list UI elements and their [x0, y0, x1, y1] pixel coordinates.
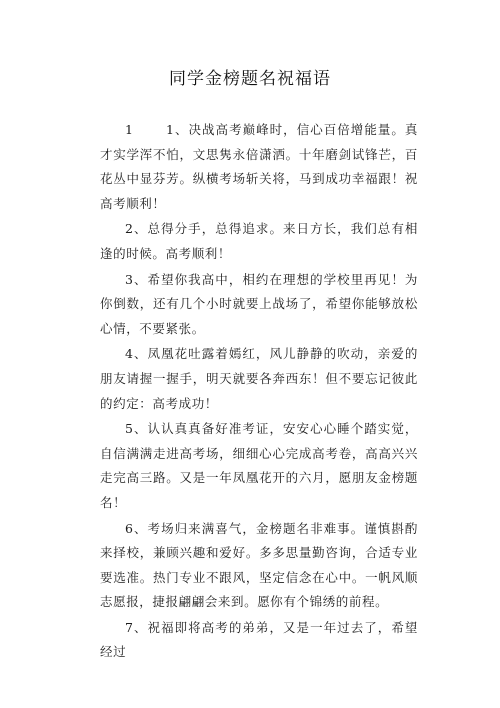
document-body: [100, 118, 418, 666]
page-title: 同学金榜题名祝福语: [169, 69, 331, 89]
paragraph-text: 1、决战高考巅峰时，信心百倍增能量。真才实学浑不怕，文思隽永倍潇洒。十年磨剑试锋芒，百花丛中显芬芳。纵横考场斩关将，马到成功幸福跟！祝高考顺利！: [100, 122, 418, 211]
paragraph-7: 7、祝福即将高考的弟弟，又是一年过去了，希望经过: [100, 619, 418, 660]
paragraph-3: 3、希望你我高中，相约在理想的学校里再见！为你倒数，还有几个小时就要上战场了，希望你能够放松心情，不要紧张。: [100, 271, 418, 336]
paragraph-5: 5、认认真真备好准考证，安安心心睡个踏实觉，自信满满走进高考场，细细心心完成高考卷，高高兴兴走完高三路。又是一年凤凰花开的六月，愿朋友金榜题名！: [100, 421, 418, 510]
paragraph-2: 2、总得分手，总得追求。来日方长，我们总有相逢的时候。高考顺利！: [100, 221, 418, 261]
lead-number: 1: [125, 122, 134, 137]
paragraph-6: 6、考场归来满喜气，金榜题名非难事。谨慎斟酌来择校，兼顾兴趣和爱好。多多思量勤咨询，合适专业要选准。热门专业不跟风，坚定信念在心中。一帆风顺志愿报，捷报翩翩会来到。愿你有个锦绣的前程。: [100, 520, 418, 610]
paragraph-4: 4、凤凰花吐露着嫣红，风儿静静的吹动，亲爱的朋友请握一握手，明天就要各奔西东！但不要忘记彼此的约定：高考成功！: [100, 346, 418, 411]
paragraph-1: [100, 118, 418, 216]
